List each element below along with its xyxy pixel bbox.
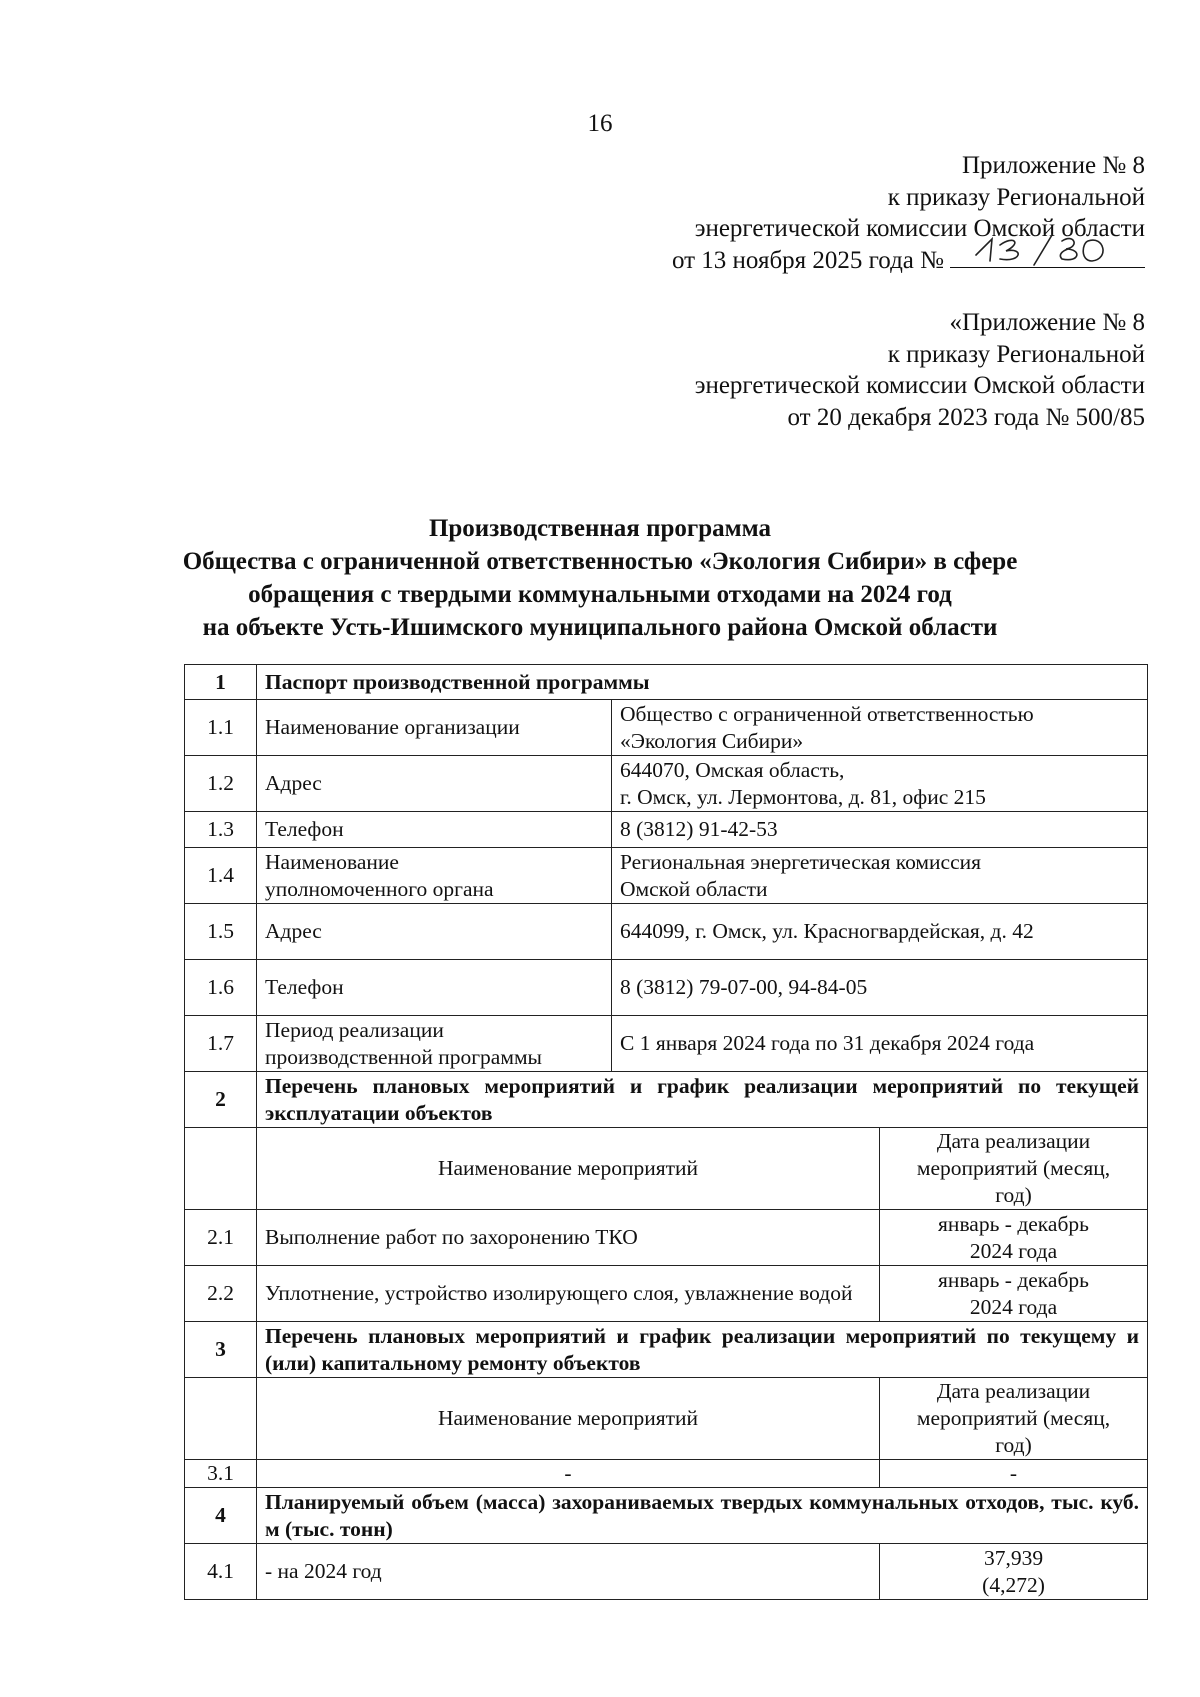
appendix-line: от 20 декабря 2023 года № 500/85 <box>787 403 1145 431</box>
activity-name: Уплотнение, устройство изолирующего слоя, увлажнение водой <box>257 1266 880 1322</box>
activity-date: январь - декабрь 2024 года <box>880 1210 1148 1266</box>
table-row <box>185 700 1148 756</box>
column-header: Дата реализации мероприятий (месяц, год) <box>880 1128 1148 1210</box>
row-number: 3.1 <box>185 1460 257 1488</box>
appendix-line: «Приложение № 8 <box>949 309 1145 336</box>
row-label: Телефон <box>257 960 612 1016</box>
section-title: Паспорт производственной программы <box>257 665 1148 700</box>
title-line: Общества с ограниченной ответственностью «Экология Сибири» в сфере <box>182 548 1018 575</box>
volume-period: - на 2024 год <box>257 1544 880 1600</box>
section-title: Перечень плановых мероприятий и график реализации мероприятий по текущей эксплуатации объектов <box>257 1072 1148 1128</box>
row-label: Адрес <box>257 756 612 812</box>
row-number: 2.2 <box>185 1266 257 1322</box>
row-label: Период реализации производственной программы <box>257 1016 612 1072</box>
section-row <box>185 665 1148 700</box>
row-label: Наименование уполномоченного органа <box>257 848 612 904</box>
row-value: 644099, г. Омск, ул. Красногвардейская, д. 42 <box>612 904 1148 960</box>
table-row <box>185 1210 1148 1266</box>
production-program-table <box>184 664 1148 1600</box>
table-row <box>185 848 1148 904</box>
title-line: на объекте Усть-Ишимского муниципального района Омской области <box>202 614 998 641</box>
table-row <box>185 1544 1148 1600</box>
order-number-handwritten <box>950 245 1145 268</box>
empty-cell <box>185 1378 257 1460</box>
row-number: 1.5 <box>185 904 257 960</box>
appendix-date: от 13 ноября 2025 года № <box>671 246 944 274</box>
activity-date: январь - декабрь 2024 года <box>880 1266 1148 1322</box>
row-value: Общество с ограниченной ответственностью «Экология Сибири» <box>612 700 1148 756</box>
activity-date: - <box>880 1460 1148 1488</box>
row-number: 2.1 <box>185 1210 257 1266</box>
table-row <box>185 960 1148 1016</box>
handwritten-number-signature <box>970 233 1120 267</box>
title-line: обращения с твердыми коммунальными отходами на 2024 год <box>248 581 952 608</box>
table-row <box>185 756 1148 812</box>
row-value: 8 (3812) 91-42-53 <box>612 812 1148 848</box>
row-label: Адрес <box>257 904 612 960</box>
appendix-line: Приложение № 8 <box>961 152 1145 179</box>
column-header: Наименование мероприятий <box>257 1128 880 1210</box>
column-header: Наименование мероприятий <box>257 1378 880 1460</box>
row-number: 3 <box>185 1322 257 1378</box>
section-title: Планируемый объем (масса) захораниваемых твердых коммунальных отходов, тыс. куб. м (тыс. тонн) <box>257 1488 1148 1544</box>
section-row <box>185 1322 1148 1378</box>
row-number: 2 <box>185 1072 257 1128</box>
row-number: 4.1 <box>185 1544 257 1600</box>
row-number: 1 <box>185 665 257 700</box>
document-title <box>0 512 1200 644</box>
table-row <box>185 1460 1148 1488</box>
activity-name: Выполнение работ по захоронению ТКО <box>257 1210 880 1266</box>
row-number: 1.2 <box>185 756 257 812</box>
row-number: 1.6 <box>185 960 257 1016</box>
appendix-line: к приказу Региональной <box>887 183 1145 211</box>
section-row <box>185 1488 1148 1544</box>
activity-name: - <box>257 1460 880 1488</box>
volume-value: 37,939 (4,272) <box>880 1544 1148 1600</box>
row-number: 1.1 <box>185 700 257 756</box>
empty-cell <box>185 1128 257 1210</box>
page-number: 16 <box>587 110 613 137</box>
table-row <box>185 904 1148 960</box>
section-title: Перечень плановых мероприятий и график реализации мероприятий по текущему и (или) капитальному ремонту объектов <box>257 1322 1148 1378</box>
table-header-row <box>185 1128 1148 1210</box>
row-value: С 1 января 2024 года по 31 декабря 2024 года <box>612 1016 1148 1072</box>
row-value: 8 (3812) 79-07-00, 94-84-05 <box>612 960 1148 1016</box>
row-label: Телефон <box>257 812 612 848</box>
table-row <box>185 1266 1148 1322</box>
appendix-line: энергетической комиссии Омской области <box>694 372 1145 399</box>
appendix-header-original <box>445 307 1145 433</box>
title-line: Производственная программа <box>428 515 772 542</box>
row-number: 1.7 <box>185 1016 257 1072</box>
appendix-line: энергетической комиссии Омской области <box>694 215 1145 242</box>
row-value: Региональная энергетическая комиссия Омской области <box>612 848 1148 904</box>
appendix-line: к приказу Региональной <box>887 340 1145 368</box>
row-number: 4 <box>185 1488 257 1544</box>
section-row <box>185 1072 1148 1128</box>
appendix-date-line <box>445 245 1145 277</box>
table-row <box>185 812 1148 848</box>
row-number: 1.3 <box>185 812 257 848</box>
row-number: 1.4 <box>185 848 257 904</box>
row-label: Наименование организации <box>257 700 612 756</box>
row-value: 644070, Омская область, г. Омск, ул. Лермонтова, д. 81, офис 215 <box>612 756 1148 812</box>
table-row <box>185 1016 1148 1072</box>
table-header-row <box>185 1378 1148 1460</box>
column-header: Дата реализации мероприятий (месяц, год) <box>880 1378 1148 1460</box>
appendix-header-current <box>445 150 1145 276</box>
